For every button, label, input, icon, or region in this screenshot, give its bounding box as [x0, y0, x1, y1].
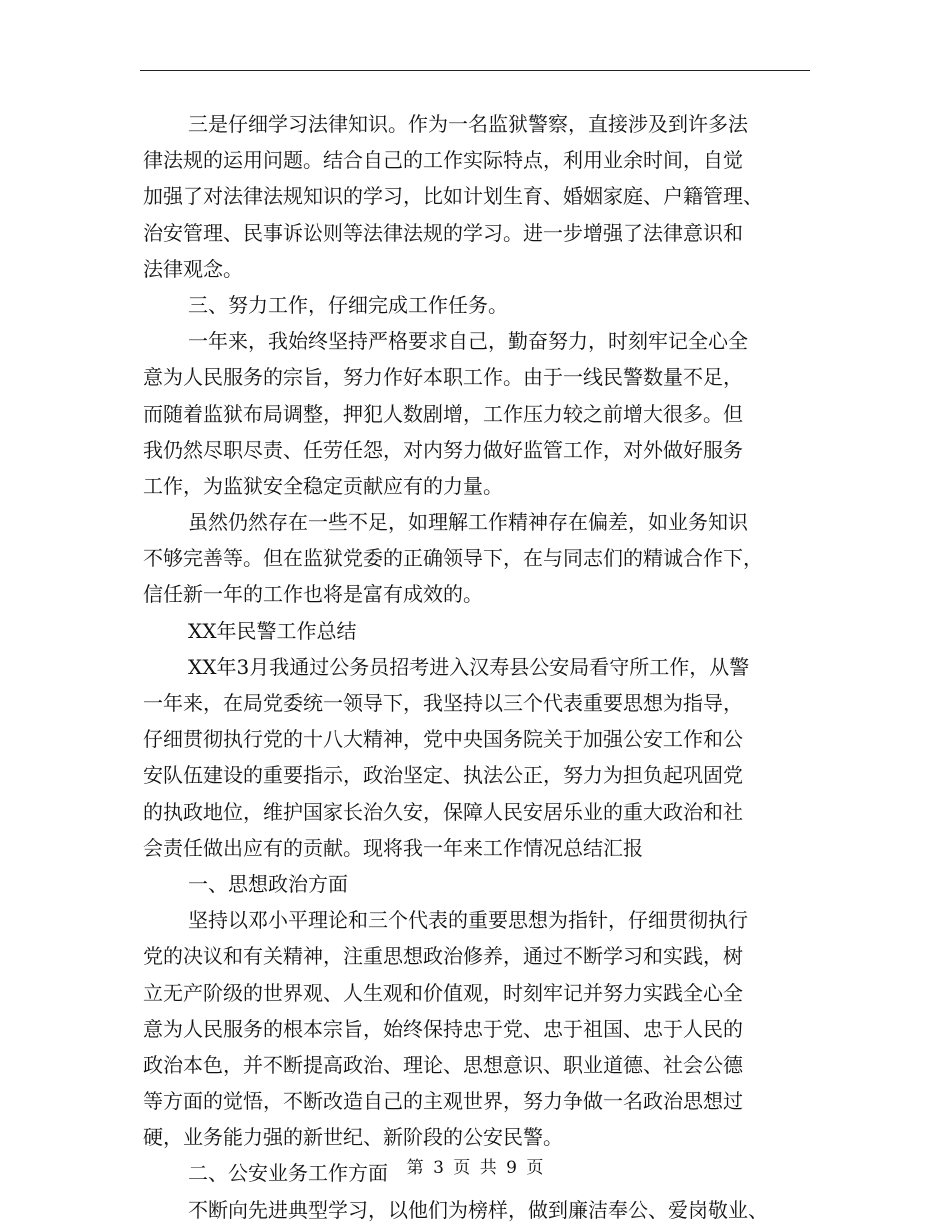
text-line: 不断向先进典型学习，以他们为榜样，做到廉洁奉公、爱岗敬业、: [188, 1197, 768, 1222]
text-line: 而随着监狱布局调整，押犯人数剧增，工作压力较之前增大很多。但: [143, 401, 743, 426]
text-line: 意为人民服务的宗旨，努力作好本职工作。由于一线民警数量不足，: [143, 365, 743, 390]
text-line: 立无产阶级的世界观、人生观和价值观，时刻牢记并努力实践全心全: [143, 980, 743, 1005]
text-line: 会责任做出应有的贡献。现将我一年来工作情况总结汇报: [143, 835, 643, 860]
text-line: 律法规的运用问题。结合自己的工作实际特点，利用业余时间，自觉: [143, 148, 743, 173]
text-line: 我仍然尽职尽责、任劳任怨，对内努力做好监管工作，对外做好服务: [143, 437, 743, 462]
text-line: 信任新一年的工作也将是富有成效的。: [143, 582, 483, 607]
text-line: 党的决议和有关精神，注重思想政治修养，通过不断学习和实践，树: [143, 944, 743, 969]
text-line: 一年来，在局党委统一领导下，我坚持以三个代表重要思想为指导，: [143, 691, 743, 715]
text-line: 硬，业务能力强的新世纪、新阶段的公安民警。: [143, 1125, 563, 1150]
text-line: 政治本色，并不断提高政治、理论、思想意识、职业道德、社会公德: [143, 1052, 743, 1077]
text-line: 虽然仍然存在一些不足，如理解工作精神存在偏差，如业务知识: [188, 510, 748, 535]
header-rule: [140, 70, 810, 71]
text-line: XX年3月我通过公务员招考进入汉寿县公安局看守所工作，从警: [188, 654, 750, 679]
section-heading: 一、思想政治方面: [188, 871, 348, 896]
text-line: 治安管理、民事诉讼则等法律法规的学习。进一步增强了法律意识和: [143, 220, 743, 245]
text-line: 不够完善等。但在监狱党委的正确领导下，在与同志们的精诚合作下，: [143, 546, 763, 571]
text-line: 意为人民服务的根本宗旨，始终保持忠于党、忠于祖国、忠于人民的: [143, 1016, 743, 1041]
text-line: 安队伍建设的重要指示，政治坚定、执法公正，努力为担负起巩固党: [143, 763, 743, 788]
document-title: XX年民警工作总结: [188, 618, 357, 643]
text-line: 一年来，我始终坚持严格要求自己，勤奋努力，时刻牢记全心全: [188, 329, 748, 354]
section-heading: 三、努力工作，仔细完成工作任务。: [188, 292, 508, 317]
document-body: [143, 106, 808, 1228]
text-line: 工作，为监狱安全稳定贡献应有的力量。: [143, 473, 503, 498]
text-line: 加强了对法律法规知识的学习，比如计划生育、婚姻家庭、户籍管理、: [143, 184, 763, 209]
text-line: 的执政地位，维护国家长治久安，保障人民安居乐业的重大政治和社: [143, 799, 743, 824]
text-line: 法律观念。: [143, 256, 243, 281]
text-line: 仔细贯彻执行党的十八大精神，党中央国务院关于加强公安工作和公: [143, 727, 743, 752]
text-line: 等方面的觉悟，不断改造自己的主观世界，努力争做一名政治思想过: [143, 1089, 743, 1114]
text-line: 坚持以邓小平理论和三个代表的重要思想为指针，仔细贯彻执行: [188, 908, 748, 933]
page-number: 第 3 页 共 9 页: [406, 1158, 544, 1178]
section-heading: 二、公安业务工作方面: [188, 1161, 388, 1186]
text-line: 三是仔细学习法律知识。作为一名监狱警察，直接涉及到许多法: [188, 112, 748, 136]
